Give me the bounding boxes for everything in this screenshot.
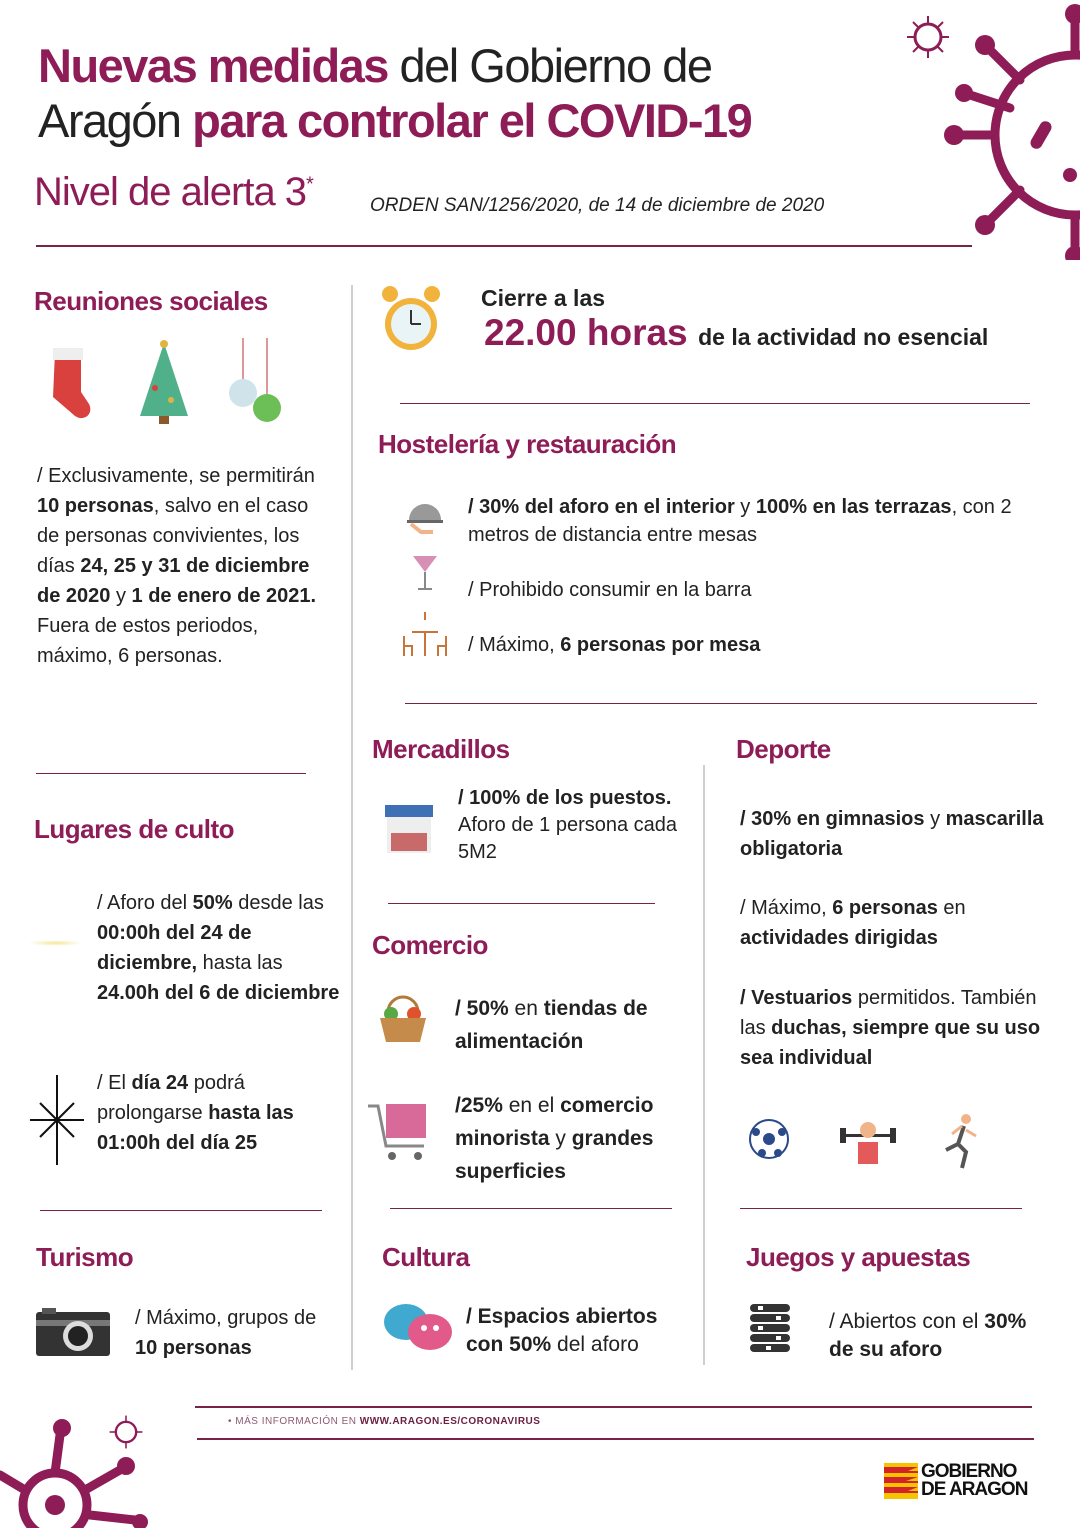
bold-text-segment: / Espacios abiertos con 50% (466, 1305, 658, 1356)
text-segment: , con 2 metros de distancia entre mesas (468, 496, 1012, 546)
divider (740, 1208, 1022, 1209)
logo-line-1: GOBIERNO (921, 1461, 1017, 1482)
small-virus-icon (905, 14, 951, 60)
bold-text-segment: 6 personas (832, 897, 938, 919)
divider (390, 1208, 672, 1209)
bold-text-segment: / Vestuarios (740, 987, 853, 1009)
text-segment: / Prohibido consumir en la barra (468, 579, 752, 601)
bold-text-segment: 24.00h del 6 de diciembre (97, 982, 340, 1004)
section-title-turismo: Turismo (36, 1242, 134, 1272)
more-info-prefix: MÁS INFORMACIÓN EN (235, 1416, 360, 1427)
text-segment: en el (502, 1094, 561, 1117)
divider (36, 245, 972, 247)
cierre-time-row (484, 312, 988, 354)
camera-icon (36, 1308, 110, 1356)
bold-text-segment: grandes superficies (455, 1127, 654, 1183)
bold-text-segment: 30% de su aforo (829, 1310, 1027, 1361)
bold-text-segment: comercio minorista (455, 1094, 654, 1150)
bold-text-segment: tiendas de alimentación (455, 997, 648, 1053)
cocktail-icon (410, 552, 440, 592)
comercio-item-1 (455, 992, 695, 1058)
juegos-text (829, 1308, 1029, 1364)
text-segment: / Aforo del (97, 892, 193, 914)
virus-icon (940, 0, 1080, 260)
gobierno-aragon-logo (884, 1463, 1027, 1499)
divider (195, 1406, 1032, 1408)
aragon-flag-icon (884, 1463, 918, 1499)
deporte-item-2 (740, 893, 1060, 953)
bold-text-segment: 6 personas por mesa (560, 634, 761, 656)
text-segment: / Abiertos con el (829, 1310, 985, 1333)
bold-text-segment: 100% en las terrazas (755, 496, 952, 518)
text-segment: Aragón (38, 94, 193, 147)
bold-text-segment: 10 personas (37, 495, 154, 517)
column-divider (703, 765, 705, 1365)
deporte-item-1 (740, 804, 1060, 864)
deporte-item-3 (740, 983, 1060, 1073)
culto-item-2 (97, 1068, 337, 1158)
bold-text-segment: / 30% en gimnasios (740, 808, 925, 830)
bold-text-segment: /25% (455, 1094, 503, 1117)
text-segment: y (734, 496, 756, 518)
bold-text-segment: / 100% de los puestos. (458, 787, 672, 809)
text-segment: Aforo de 1 persona cada 5M2 (458, 814, 678, 863)
bold-text-segment: 24, 25 y 31 de diciembre de 2020 (37, 555, 310, 607)
text-segment: podrá prolongarse (97, 1072, 245, 1124)
serving-cloche-icon (405, 494, 445, 534)
grocery-basket-icon (376, 992, 430, 1044)
text-segment: / Máximo, (740, 897, 833, 919)
section-title-cultura: Cultura (382, 1242, 470, 1272)
divider (388, 903, 655, 904)
column-divider (351, 285, 353, 1370)
text-segment: permitidos. También las (740, 987, 1037, 1039)
text-segment: en (508, 997, 544, 1020)
small-virus-icon (108, 1414, 144, 1450)
text-segment: , salvo en el caso de personas convivientes, los días (37, 495, 309, 577)
bold-text-segment: 1 de enero de 2021. (131, 585, 317, 607)
bold-text-segment: / 50% (455, 997, 509, 1020)
section-title-deporte: Deporte (736, 734, 831, 764)
alert-level (34, 170, 313, 215)
order-reference: ORDEN SAN/1256/2020, de 14 de diciembre de 2020 (370, 195, 825, 216)
text-segment: / Exclusivamente, se permitirán (37, 465, 315, 487)
cierre-label: Cierre a las (481, 285, 606, 311)
cierre-time: 22.00 horas (484, 312, 688, 353)
reuniones-text (37, 461, 317, 671)
text-segment: y (924, 808, 946, 830)
christmas-stocking-icon (45, 342, 95, 427)
soccer-ball-icon (748, 1118, 790, 1160)
section-title-mercadillos: Mercadillos (372, 734, 510, 764)
cultura-text (466, 1303, 696, 1359)
alarm-clock-icon (380, 284, 442, 358)
section-title-juegos: Juegos y apuestas (746, 1242, 971, 1272)
bold-text-segment: 10 personas (135, 1337, 252, 1359)
culto-item-1 (97, 888, 345, 1008)
bold-text-segment: mascarilla obligatoria (740, 808, 1044, 860)
more-info (228, 1416, 540, 1427)
text-segment: en (937, 897, 966, 919)
page-title (38, 38, 751, 148)
text-segment: desde las (232, 892, 324, 914)
section-title-culto: Lugares de culto (34, 814, 235, 844)
mercadillos-text (458, 785, 678, 866)
christmas-tree-icon (135, 338, 193, 428)
hosteleria-item-2 (468, 575, 1028, 605)
hosteleria-item-1 (468, 493, 1038, 549)
bold-text-segment: duchas, siempre que su uso sea individual (740, 1017, 1041, 1069)
shopping-cart-icon (366, 1100, 432, 1166)
text-segment: y (110, 585, 132, 607)
theater-masks-icon (380, 1300, 456, 1354)
more-info-link[interactable]: WWW.ARAGON.ES/CORONAVIRUS (359, 1416, 541, 1427)
sparkle-star-icon (30, 1075, 84, 1165)
ornaments-icon (225, 338, 285, 428)
section-title-comercio: Comercio (372, 930, 488, 960)
bold-text-segment: / 30% del aforo en el interior (468, 496, 735, 518)
comercio-item-2 (455, 1089, 695, 1188)
casino-chips-icon (748, 1302, 792, 1358)
text-segment: / El (97, 1072, 132, 1094)
section-title-reuniones: Reuniones sociales (34, 286, 268, 316)
section-title-hosteleria: Hostelería y restauración (378, 429, 677, 459)
alert-asterisk: * (306, 173, 313, 196)
logo-line-2: DE ARAGON (921, 1479, 1028, 1500)
weightlifter-icon (838, 1118, 898, 1166)
glow-star-icon (28, 940, 83, 946)
bold-text-segment: día 24 (131, 1072, 189, 1094)
text-segment: y (549, 1127, 572, 1150)
bold-text-segment: hasta las 01:00h del día 25 (97, 1102, 294, 1154)
divider (36, 773, 306, 774)
hosteleria-item-3 (468, 630, 1028, 660)
text-segment: / Máximo, grupos de (135, 1307, 317, 1329)
text-segment: del Gobierno de (387, 39, 712, 92)
bullet: • (228, 1416, 236, 1427)
market-stall-icon (383, 803, 435, 855)
text-segment: del aforo (551, 1333, 639, 1356)
bold-text-segment: para controlar el COVID-19 (192, 94, 752, 147)
bold-text-segment: 00:00h del 24 de diciembre, (97, 922, 252, 974)
divider (40, 1210, 322, 1211)
alert-level-text: Nivel de alerta 3 (34, 170, 307, 214)
bold-text-segment: actividades dirigidas (740, 927, 938, 949)
bold-text-segment: Nuevas medidas (38, 39, 388, 92)
bold-text-segment: 50% (192, 892, 233, 914)
divider (400, 403, 1030, 404)
text-segment: hasta las (197, 952, 283, 974)
divider (197, 1438, 1034, 1440)
divider (405, 703, 1037, 704)
text-segment: Fuera de estos periodos, máximo, 6 personas. (37, 615, 259, 667)
runner-icon (940, 1112, 980, 1170)
text-segment: / Máximo, (468, 634, 561, 656)
cierre-rest: de la actividad no esencial (698, 324, 989, 350)
table-chairs-icon (400, 612, 450, 658)
turismo-text (135, 1303, 335, 1363)
